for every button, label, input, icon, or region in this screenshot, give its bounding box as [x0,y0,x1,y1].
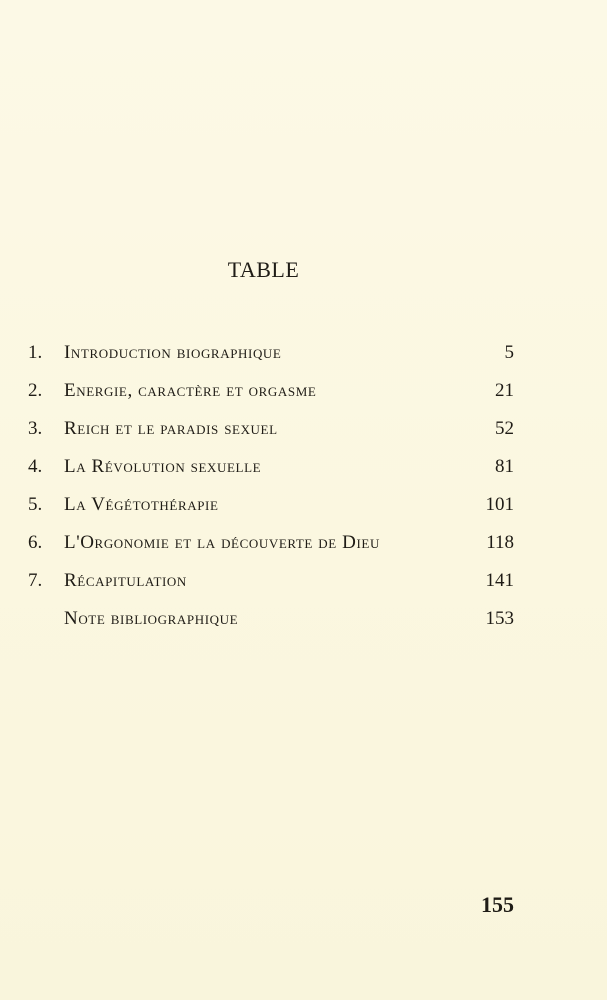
toc-entry-page: 153 [485,608,514,629]
toc-entry [28,338,514,376]
toc-entry-number: 2. [28,380,43,401]
toc-entry-label: L'Orgonomie et la découverte de Dieu [64,532,380,553]
table-of-contents [28,338,514,642]
toc-entry-label: Energie, caractère et orgasme [64,380,317,401]
toc-entry-number: 5. [28,494,43,515]
toc-entry [28,452,514,490]
toc-entry-label: Récapitulation [64,570,187,591]
toc-entry-page: 52 [495,418,514,439]
toc-entry [28,528,514,566]
toc-entry-page: 101 [485,494,514,515]
toc-entry-label: Introduction biographique [64,342,282,363]
toc-entry [28,376,514,414]
toc-entry-page: 81 [495,456,514,477]
toc-entry-page: 118 [486,532,514,553]
toc-entry-number: 1. [28,342,43,363]
page-title: TABLE [227,257,300,282]
toc-entry-number: 3. [28,418,43,439]
toc-entry-page: 5 [504,342,514,363]
toc-entry [28,604,514,642]
toc-entry-label: La Révolution sexuelle [64,456,262,477]
toc-entry-page: 141 [485,570,514,591]
toc-entry-label: La Végétothérapie [64,494,219,515]
toc-entry-label: Reich et le paradis sexuel [64,418,278,439]
toc-entry-number: 7. [28,570,43,591]
toc-entry-label: Note bibliographique [64,608,239,629]
toc-entry [28,566,514,604]
toc-entry [28,414,514,452]
toc-entry-number: 4. [28,456,43,477]
toc-entry-page: 21 [495,380,514,401]
toc-entry [28,490,514,528]
page-number: 155 [481,892,514,917]
toc-entry-number: 6. [28,532,43,553]
